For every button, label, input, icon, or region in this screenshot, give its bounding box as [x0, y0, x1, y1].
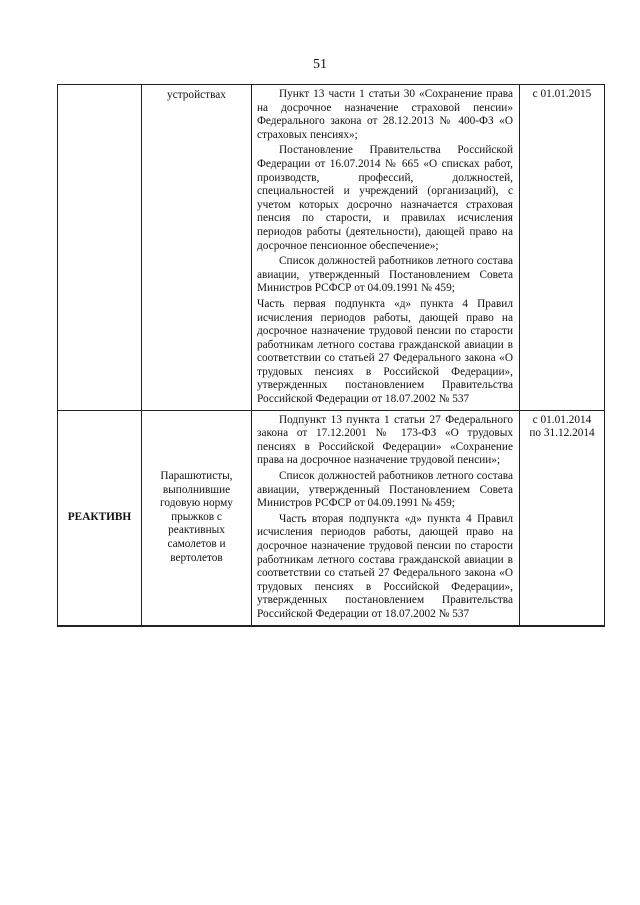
legal-basis-paragraph: Часть вторая подпункта «д» пункта 4 Правил исчисления периодов работы, дающей право на досрочное назначение трудовой пенсии по старости работникам летного состава гражданской авиации в соответствии со статьей 27 Федерального закона «О трудовых пенсиях в Российской Федерации», утвержденных постановлением Правительства Российской Федерации от 18.07.2002 № 537: [257, 512, 513, 620]
effective-date: с 01.01.2014: [532, 413, 592, 426]
profession-cell: устройствах: [142, 85, 252, 411]
effective-period-cell: [520, 85, 605, 411]
legal-basis-paragraph: Список должностей работников летного состава авиации, утвержденный Постановлением Совета Министров РСФСР от 04.09.1991 № 459;: [257, 255, 513, 295]
legal-basis-paragraph: Список должностей работников летного состава авиации, утвержденный Постановлением Совета Министров РСФСР от 04.09.1991 № 459;: [257, 470, 513, 510]
profession-cell: Парашютисты, выполнившие годовую норму прыжков с реактивных самолетов и вертолетов: [142, 410, 252, 625]
effective-period-cell: [520, 410, 605, 625]
legal-basis-cell: [252, 85, 520, 411]
category-cell: [58, 85, 142, 411]
legal-basis-paragraph: Постановление Правительства Российской Федерации от 16.07.2014 № 665 «О списках работ, производств, профессий, должностей, специальностей и учреждений (организаций), с учетом которых досрочно назначается страховая пенсия по старости, и правилах исчисления периодов работы (деятельности), дающей право на досрочное пенсионное обеспечение»;: [257, 144, 513, 252]
table-row: [58, 85, 605, 411]
table-row: [58, 410, 605, 625]
category-cell: РЕАКТИВН: [58, 410, 142, 625]
legal-basis-paragraph: Часть первая подпункта «д» пункта 4 Правил исчисления периодов работы, дающей право на досрочное назначение трудовой пенсии по старости работникам летного состава гражданской авиации в соответствии со статьей 27 Федерального закона «О трудовых пенсиях в Российской Федерации», утвержденных постановлением Правительства Российской Федерации от 18.07.2002 № 537: [257, 297, 513, 406]
effective-date: с 01.01.2015: [532, 88, 592, 100]
legal-basis-paragraph: Подпункт 13 пункта 1 статьи 27 Федерального закона от 17.12.2001 № 173-ФЗ «О трудовых пенсиях в Российской Федерации» «Сохранение права на досрочное назначение трудовой пенсии»;: [257, 413, 513, 467]
pension-table: [57, 84, 605, 627]
effective-date: по 31.12.2014: [529, 427, 595, 440]
page-number: 51: [313, 57, 327, 72]
legal-basis-cell: [252, 410, 520, 625]
legal-basis-paragraph: Пункт 13 части 1 статьи 30 «Сохранение права на досрочное назначение страховой пенсии» Федерального закона от 28.12.2013 № 400-ФЗ «О страховых пенсиях»;: [257, 88, 513, 141]
